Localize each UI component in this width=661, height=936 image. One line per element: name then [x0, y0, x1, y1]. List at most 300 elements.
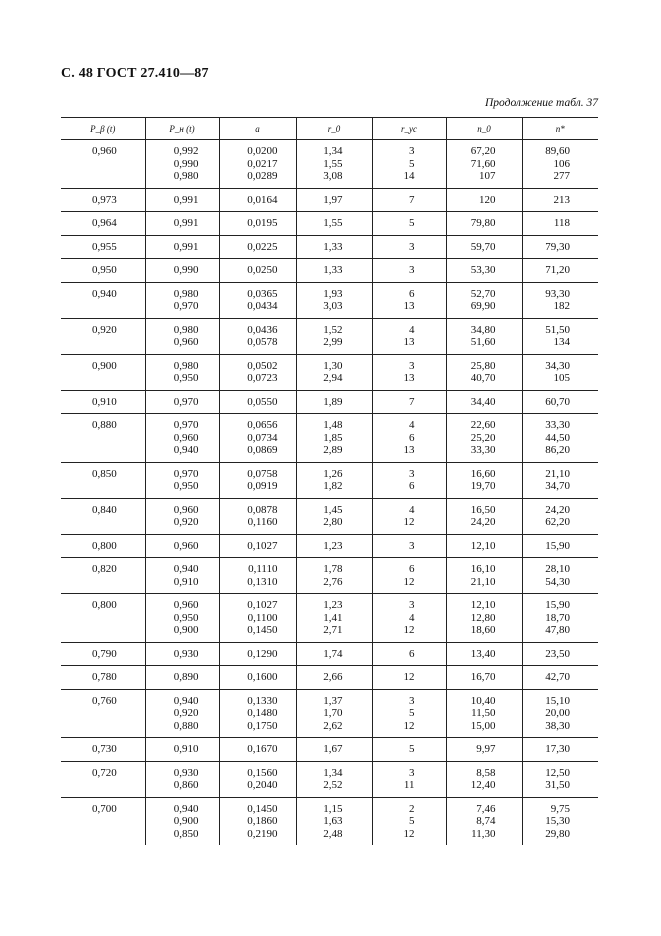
cell-r0 [296, 354, 372, 390]
table-row [61, 235, 598, 259]
cell-rus [372, 558, 446, 594]
cell-pn [145, 390, 219, 414]
cell-value: 0,1450 [247, 624, 278, 636]
cell-n0 [446, 235, 522, 259]
cell-value: 15,10 [545, 694, 570, 707]
cell-n-star [522, 140, 598, 189]
cell-pb: 0,800 [61, 534, 145, 558]
table-row [61, 188, 598, 212]
cell-value: 0,980 [173, 170, 199, 182]
cell-n0 [446, 498, 522, 534]
cell-pb: 0,964 [61, 212, 145, 236]
cell-n-star [522, 212, 598, 236]
cell-value: 0,1100 [247, 611, 278, 624]
cell-value: 0,960 [173, 503, 199, 516]
cell-value: 12,80 [470, 611, 496, 624]
cell-pn [145, 212, 219, 236]
table-row [61, 140, 598, 189]
cell-value: 120 [479, 193, 496, 206]
table-row [61, 390, 598, 414]
cell-value: 12 [403, 671, 415, 683]
cell-value: 6 [409, 431, 415, 444]
cell-value: 0,980 [173, 287, 199, 300]
table-row [61, 259, 598, 283]
cell-value: 12,50 [545, 766, 570, 779]
cell-rus [372, 534, 446, 558]
cell-value: 1,74 [323, 647, 343, 660]
cell-r0 [296, 390, 372, 414]
cell-value: 71,20 [545, 264, 570, 276]
cell-value: 6 [409, 647, 415, 660]
cell-value: 0,1560 [247, 766, 278, 779]
cell-value: 0,970 [173, 419, 199, 431]
cell-value: 40,70 [470, 372, 496, 384]
cell-value: 0,0365 [247, 287, 278, 300]
cell-pb: 0,900 [61, 354, 145, 390]
table-row [61, 558, 598, 594]
cell-value: 0,0919 [247, 480, 278, 492]
table-row [61, 318, 598, 354]
cell-value: 0,880 [173, 719, 199, 732]
cell-a [219, 462, 296, 498]
cell-pn [145, 354, 219, 390]
cell-value: 1,34 [323, 145, 343, 157]
column-header-pn: P_н (t) [145, 118, 219, 140]
cell-value: 0,970 [173, 395, 199, 408]
cell-value: 1,89 [323, 395, 343, 408]
cell-value: 2,62 [323, 719, 343, 732]
cell-pb: 0,920 [61, 318, 145, 354]
cell-r0 [296, 140, 372, 189]
cell-rus [372, 140, 446, 189]
column-header-r0: r_0 [296, 118, 372, 140]
cell-value: 0,1027 [247, 539, 278, 552]
cell-value: 34,40 [470, 395, 496, 408]
cell-r0 [296, 259, 372, 283]
cell-value: 0,0164 [247, 193, 278, 206]
cell-n-star [522, 738, 598, 762]
cell-pb: 0,730 [61, 738, 145, 762]
cell-value: 0,0289 [247, 170, 278, 182]
cell-a [219, 642, 296, 666]
cell-rus [372, 318, 446, 354]
cell-value: 3,03 [323, 300, 343, 312]
cell-value: 0,0200 [247, 145, 278, 157]
cell-value: 3 [409, 264, 415, 276]
cell-value: 18,70 [545, 611, 570, 624]
cell-value: 0,1480 [247, 707, 278, 719]
cell-value: 0,940 [173, 563, 199, 575]
cell-value: 0,1290 [247, 647, 278, 660]
cell-pb: 0,850 [61, 462, 145, 498]
cell-value: 11,30 [471, 827, 496, 840]
cell-value: 13 [403, 300, 415, 312]
table-row [61, 534, 598, 558]
cell-value: 3 [409, 467, 415, 480]
cell-n0 [446, 642, 522, 666]
cell-pb: 0,940 [61, 282, 145, 318]
cell-value: 0,980 [173, 323, 199, 336]
cell-n-star [522, 235, 598, 259]
cell-value: 9,97 [476, 743, 496, 755]
cell-n-star [522, 498, 598, 534]
cell-value: 0,0195 [247, 217, 278, 229]
cell-rus [372, 738, 446, 762]
cell-pb: 0,950 [61, 259, 145, 283]
cell-n-star [522, 390, 598, 414]
cell-value: 0,991 [173, 193, 199, 206]
cell-value: 16,50 [470, 503, 496, 516]
cell-value: 0,0434 [247, 300, 278, 312]
cell-value: 31,50 [545, 779, 570, 791]
cell-rus [372, 462, 446, 498]
cell-value: 2,80 [323, 516, 343, 528]
cell-value: 52,70 [470, 287, 496, 300]
cell-value: 5 [409, 157, 415, 170]
cell-value: 17,30 [545, 743, 570, 755]
header-row [61, 118, 598, 140]
cell-value: 1,55 [323, 157, 343, 170]
cell-n0 [446, 594, 522, 643]
cell-value: 0,950 [173, 372, 199, 384]
cell-value: 15,90 [545, 539, 570, 552]
cell-n0 [446, 689, 522, 738]
table-row [61, 462, 598, 498]
cell-n-star [522, 354, 598, 390]
cell-rus [372, 498, 446, 534]
cell-n0 [446, 558, 522, 594]
cell-value: 0,930 [173, 766, 199, 779]
cell-rus [372, 354, 446, 390]
cell-value: 1,45 [323, 503, 343, 516]
cell-rus [372, 235, 446, 259]
cell-value: 1,78 [323, 563, 343, 575]
cell-n0 [446, 318, 522, 354]
cell-pn [145, 534, 219, 558]
cell-value: 3 [409, 539, 415, 552]
cell-pb: 0,820 [61, 558, 145, 594]
cell-value: 0,950 [173, 480, 199, 492]
cell-value: 33,30 [545, 419, 570, 431]
cell-a [219, 259, 296, 283]
cell-value: 51,50 [545, 323, 570, 336]
cell-r0 [296, 282, 372, 318]
cell-value: 107 [479, 170, 496, 182]
cell-pb: 0,700 [92, 802, 117, 815]
cell-n0 [446, 212, 522, 236]
cell-value: 16,10 [470, 563, 496, 575]
cell-r0 [296, 462, 372, 498]
cell-value: 44,50 [545, 431, 570, 444]
cell-value: 14 [403, 170, 415, 182]
cell-value: 11 [403, 779, 415, 791]
cell-pb: 0,960 [61, 140, 145, 189]
cell-value: 24,20 [545, 503, 570, 516]
cell-r0 [296, 558, 372, 594]
cell-a [219, 558, 296, 594]
cell-value: 89,60 [545, 145, 570, 157]
cell-a [219, 761, 296, 797]
cell-n-star [522, 259, 598, 283]
cell-a [219, 318, 296, 354]
table-row [61, 642, 598, 666]
cell-a [219, 282, 296, 318]
column-header-a: a [219, 118, 296, 140]
cell-value: 29,80 [545, 827, 570, 840]
cell-n0 [446, 761, 522, 797]
cell-value: 6 [409, 563, 415, 575]
table-row [61, 738, 598, 762]
cell-n0 [446, 414, 522, 463]
cell-value: 2,71 [323, 624, 343, 636]
cell-r0 [296, 235, 372, 259]
table-row [61, 761, 598, 797]
cell-value: 5 [409, 815, 415, 827]
cell-value: 105 [553, 372, 570, 384]
cell-pb: 0,840 [61, 498, 145, 534]
cell-value: 0,0869 [247, 444, 278, 456]
cell-value: 69,90 [470, 300, 496, 312]
cell-value: 25,20 [470, 431, 496, 444]
table-row [61, 498, 598, 534]
cell-n0 [446, 188, 522, 212]
cell-rus [372, 666, 446, 690]
cell-a [219, 738, 296, 762]
cell-value: 1,97 [323, 193, 343, 206]
cell-rus [372, 761, 446, 797]
cell-n-star [522, 666, 598, 690]
cell-value: 2,66 [323, 671, 343, 683]
cell-n-star [522, 414, 598, 463]
cell-value: 60,70 [545, 395, 570, 408]
cell-value: 6 [409, 287, 415, 300]
cell-value: 4 [409, 611, 415, 624]
cell-value: 2,76 [323, 575, 343, 588]
cell-a [219, 666, 296, 690]
cell-value: 8,58 [476, 766, 496, 779]
cell-value: 0,0578 [247, 336, 278, 348]
cell-rus [372, 414, 446, 463]
cell-value: 0,970 [173, 300, 199, 312]
cell-value: 13 [403, 336, 415, 348]
cell-value: 79,30 [545, 240, 570, 253]
cell-rus [372, 259, 446, 283]
cell-value: 106 [553, 157, 570, 170]
cell-r0 [296, 642, 372, 666]
cell-value: 0,920 [173, 707, 199, 719]
cell-value: 4 [409, 419, 415, 431]
cell-value: 13 [403, 372, 415, 384]
cell-n-star [522, 282, 598, 318]
cell-value: 1,52 [323, 323, 343, 336]
cell-value: 3 [409, 694, 415, 707]
cell-value: 7 [409, 395, 415, 408]
cell-r0 [296, 738, 372, 762]
cell-rus [372, 797, 446, 845]
cell-r0 [296, 689, 372, 738]
cell-value: 7,46 [476, 802, 496, 815]
cell-value: 4 [409, 503, 415, 516]
cell-value: 8,74 [476, 815, 496, 827]
cell-value: 7 [409, 193, 415, 206]
cell-n-star [522, 558, 598, 594]
cell-value: 1,82 [323, 480, 343, 492]
cell-pn [145, 235, 219, 259]
cell-a [219, 390, 296, 414]
cell-value: 15,30 [545, 815, 570, 827]
cell-n-star [522, 462, 598, 498]
cell-a [219, 797, 296, 845]
cell-value: 0,1860 [247, 815, 278, 827]
cell-value: 1,33 [323, 264, 343, 276]
table-body [61, 140, 598, 846]
cell-value: 28,10 [545, 563, 570, 575]
cell-value: 16,70 [470, 671, 496, 683]
table-caption: Продолжение табл. 37 [485, 97, 598, 109]
cell-value: 1,41 [323, 611, 343, 624]
table-row [61, 797, 598, 845]
cell-r0 [296, 534, 372, 558]
cell-value: 93,30 [545, 287, 570, 300]
cell-n-star [522, 642, 598, 666]
cell-n0 [446, 140, 522, 189]
cell-value: 13,40 [470, 647, 496, 660]
cell-n0 [446, 462, 522, 498]
cell-value: 2,48 [323, 827, 343, 840]
cell-value: 12 [403, 575, 415, 588]
table-row [61, 689, 598, 738]
cell-value: 0,990 [173, 157, 199, 170]
table-row [61, 414, 598, 463]
cell-a [219, 212, 296, 236]
cell-value: 1,67 [323, 743, 343, 755]
cell-value: 0,0436 [247, 323, 278, 336]
cell-value: 13 [403, 444, 415, 456]
cell-value: 12 [403, 516, 415, 528]
cell-value: 0,991 [173, 217, 199, 229]
cell-value: 3 [409, 240, 415, 253]
cell-n-star [522, 761, 598, 797]
cell-n0 [446, 354, 522, 390]
cell-value: 42,70 [545, 671, 570, 683]
table-row [61, 282, 598, 318]
cell-pn [145, 318, 219, 354]
cell-value: 25,80 [470, 359, 496, 372]
cell-value: 0,0878 [247, 503, 278, 516]
cell-value: 0,2040 [247, 779, 278, 791]
cell-value: 0,1670 [247, 743, 278, 755]
column-header-rus: r_ус [372, 118, 446, 140]
cell-n-star [522, 594, 598, 643]
cell-pb: 0,720 [61, 761, 145, 797]
cell-value: 0,1450 [247, 802, 278, 815]
cell-value: 51,60 [470, 336, 496, 348]
cell-value: 0,0758 [247, 467, 278, 480]
cell-value: 0,990 [173, 264, 199, 276]
cell-value: 12,10 [470, 539, 496, 552]
cell-value: 5 [409, 743, 415, 755]
cell-a [219, 235, 296, 259]
cell-value: 11,50 [471, 707, 496, 719]
cell-value: 2,52 [323, 779, 343, 791]
cell-value: 34,30 [545, 359, 570, 372]
cell-value: 0,0734 [247, 431, 278, 444]
cell-pn [145, 797, 219, 845]
cell-value: 54,30 [545, 575, 570, 588]
cell-value: 0,900 [173, 624, 199, 636]
cell-r0 [296, 414, 372, 463]
cell-value: 9,75 [550, 802, 570, 815]
cell-value: 3 [409, 766, 415, 779]
cell-r0 [296, 594, 372, 643]
cell-pb: 0,880 [61, 414, 145, 463]
cell-rus [372, 594, 446, 643]
cell-pn [145, 188, 219, 212]
cell-pb: 0,780 [61, 666, 145, 690]
column-header-n-star: n* [522, 118, 598, 140]
cell-rus [372, 390, 446, 414]
cell-a [219, 354, 296, 390]
column-header-n0: n_0 [446, 118, 522, 140]
cell-value: 0,940 [173, 694, 199, 707]
cell-n0 [446, 282, 522, 318]
cell-value: 277 [553, 170, 570, 182]
cell-value: 15,00 [470, 719, 496, 732]
cell-value: 15,90 [545, 599, 570, 611]
cell-value: 0,0217 [247, 157, 278, 170]
cell-a [219, 188, 296, 212]
cell-n0 [446, 534, 522, 558]
cell-value: 1,30 [323, 359, 343, 372]
cell-value: 0,1330 [247, 694, 278, 707]
table-row [61, 666, 598, 690]
cell-value: 0,0250 [247, 264, 278, 276]
cell-r0 [296, 188, 372, 212]
cell-pn [145, 738, 219, 762]
cell-n0 [446, 738, 522, 762]
cell-value: 1,85 [323, 431, 343, 444]
cell-value: 12,10 [470, 599, 496, 611]
cell-r0 [296, 212, 372, 236]
cell-a [219, 498, 296, 534]
cell-value: 59,70 [470, 240, 496, 253]
cell-value: 1,33 [323, 240, 343, 253]
cell-value: 0,940 [173, 444, 199, 456]
cell-value: 16,60 [470, 467, 496, 480]
cell-pn [145, 558, 219, 594]
cell-r0 [296, 761, 372, 797]
cell-value: 0,960 [173, 431, 199, 444]
cell-rus [372, 642, 446, 666]
cell-value: 12 [403, 624, 415, 636]
cell-r0 [296, 318, 372, 354]
cell-value: 1,93 [323, 287, 343, 300]
cell-n0 [446, 390, 522, 414]
cell-value: 3 [409, 359, 415, 372]
table-row [61, 594, 598, 643]
cell-pb: 0,790 [61, 642, 145, 666]
cell-value: 0,991 [173, 240, 199, 253]
cell-value: 12 [403, 827, 415, 840]
table-row [61, 212, 598, 236]
page-header: С. 48 ГОСТ 27.410—87 [61, 66, 209, 81]
cell-value: 33,30 [470, 444, 496, 456]
cell-value: 23,50 [545, 647, 570, 660]
cell-value: 3 [409, 145, 415, 157]
cell-rus [372, 689, 446, 738]
cell-r0 [296, 797, 372, 845]
cell-value: 0,970 [173, 467, 199, 480]
